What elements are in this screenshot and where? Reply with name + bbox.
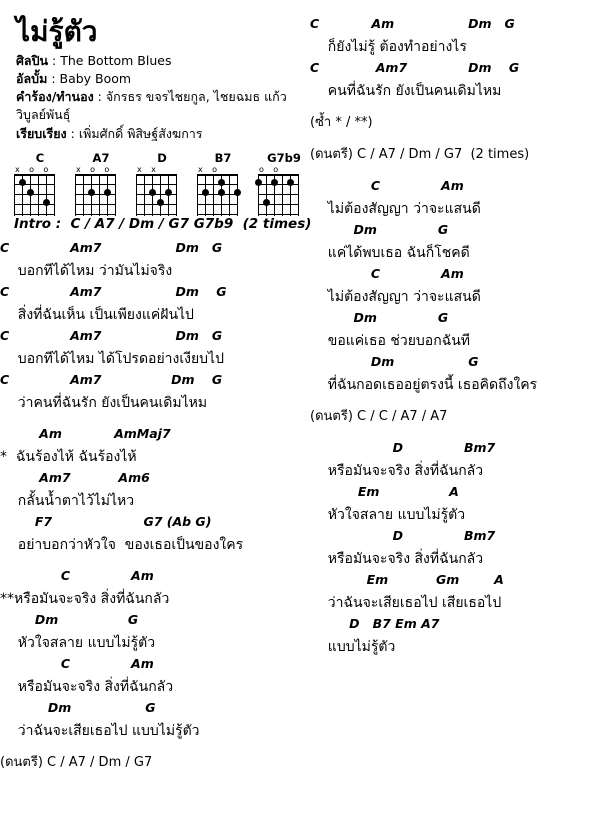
chord-line: C Am7 Dm G (0, 327, 223, 343)
chord-diagram-name: B7 (214, 150, 232, 165)
chord-diagram-grid (136, 174, 186, 216)
meta-album-label: อัลบั้ม (16, 71, 48, 87)
meta-arranger-value: เพิ่มศักดิ์ พิสิษฐ์สังฆการ (78, 125, 203, 141)
lyric-row (310, 508, 609, 530)
chord-diagram-name: C (35, 150, 45, 165)
lyric-row (310, 464, 609, 486)
chord-diagram-d (136, 151, 188, 216)
meta-lyrics-melody-value: จักรธร ขจรไชยกูล, ไชยฉมธ แก้ววิบูลย์พันธุ์ (16, 89, 287, 123)
chord-diagram-grid (14, 174, 64, 216)
lyric-row (310, 84, 609, 106)
lyric-row (310, 290, 609, 312)
chord-diagram-open-strings: o o (259, 164, 282, 174)
lyric-line: ว่าฉันจะเสียเธอไป เสียเธอไป (310, 595, 502, 611)
chord-row (0, 567, 310, 592)
meta-arranger-sep: : (66, 125, 79, 141)
chord-diagram-grid (75, 174, 125, 216)
meta-lyrics-melody (16, 88, 310, 124)
lyric-row (0, 450, 310, 472)
section-marker: (ดนตรี) C / A7 / Dm / G7 (0, 754, 153, 770)
chord-line: Dm G (310, 310, 449, 325)
chord-row (310, 442, 609, 464)
meta-artist (16, 52, 310, 70)
chord-line: Am7 Am6 (0, 469, 150, 485)
chord-line: Em A (310, 484, 459, 499)
lyric-row (0, 308, 310, 330)
song-metadata (16, 52, 310, 143)
lyric-line: หรือมันจะจริง สิ่งที่ฉันกลัว (0, 678, 174, 695)
chord-line: Dm G (0, 699, 156, 715)
chord-line: D Bm7 (310, 528, 496, 543)
chord-row (310, 486, 609, 508)
chord-row (0, 469, 310, 494)
chord-row (0, 611, 310, 636)
lyric-line: ว่าคนที่ฉันรัก ยังเป็นคนเดิมไหม (0, 394, 208, 411)
chord-row (310, 574, 609, 596)
chord-row (310, 268, 609, 290)
lyric-line: หรือมันจะจริง สิ่งที่ฉันกลัว (310, 463, 484, 479)
section-marker: (ซ้ำ * / **) (310, 115, 373, 130)
chord-line: Am AmMaj7 (0, 425, 171, 441)
chord-diagram-c (14, 151, 66, 216)
section-marker-row (310, 148, 609, 170)
lyric-row (310, 246, 609, 268)
chord-line: Dm G (0, 611, 139, 627)
lyric-row (310, 202, 609, 224)
left-column (0, 0, 310, 778)
section-marker: (ดนตรี) C / A7 / Dm / G7 (2 times) (310, 147, 530, 162)
lyric-row (0, 264, 310, 286)
chord-row (0, 513, 310, 538)
left-lyrics-body (0, 239, 310, 778)
chord-line: F7 G7 (Ab G) (0, 513, 212, 529)
section-marker-row (310, 410, 609, 432)
intro-line: Intro : C / A7 / Dm / G7 G7b9 (2 times) (14, 215, 312, 232)
chord-row (310, 62, 609, 84)
meta-album-sep: : (47, 71, 60, 87)
lyric-row (0, 724, 310, 746)
lyric-row (310, 640, 609, 662)
right-column (310, 0, 609, 662)
meta-album-value: Baby Boom (59, 71, 132, 87)
chord-diagram-open-strings: x o (198, 164, 221, 174)
chord-diagram-row (14, 151, 310, 216)
section-marker-row (0, 756, 310, 778)
lyric-row (0, 680, 310, 702)
lyric-line: **หรือมันจะจริง สิ่งที่ฉันกลัว (0, 590, 170, 607)
chord-line: C Am (310, 266, 464, 281)
chord-row (310, 530, 609, 552)
chord-diagram-g7b9 (258, 151, 310, 216)
chord-row (0, 425, 310, 450)
lyric-line: ไม่ต้องสัญญา ว่าจะแสนดี (310, 201, 481, 217)
chord-row (310, 356, 609, 378)
lyric-row (0, 538, 310, 560)
lyric-line: ที่ฉันกอดเธออยู่ตรงนี้ เธอคิดถึงใคร (310, 377, 538, 393)
lyric-row (0, 592, 310, 614)
chord-line: Dm G (310, 354, 479, 369)
chord-row (0, 239, 310, 264)
lyric-line: บอกทีได้ไหม ได้โปรดอย่างเงียบไป (0, 350, 224, 367)
lyric-line: ขอแค่เธอ ช่วยบอกฉันที (310, 333, 471, 349)
lyric-row (310, 552, 609, 574)
lyric-line: บอกทีได้ไหม ว่ามันไม่จริง (0, 262, 173, 279)
chord-row (0, 371, 310, 396)
chord-diagram-b7 (197, 151, 249, 216)
chord-diagram-grid (197, 174, 247, 216)
lyric-line: กลั้นน้ำตาไว้ไม่ไหว (0, 492, 135, 509)
chord-line: C Am (0, 655, 154, 671)
chord-row (310, 618, 609, 640)
chord-row (310, 18, 609, 40)
chord-line: C Am Dm G (310, 16, 515, 31)
chord-line: C Am7 Dm G (310, 60, 520, 75)
meta-lyrics-melody-label: คำร้อง/ทำนอง (16, 89, 94, 105)
chord-diagram-a7 (75, 151, 127, 216)
right-lyrics-body (310, 18, 609, 662)
chord-diagram-grid (258, 174, 308, 216)
chord-diagram-open-strings: x o o (15, 164, 52, 174)
chord-line: C Am7 Dm G (0, 239, 223, 255)
chord-diagram-name: A7 (92, 150, 110, 165)
chord-row (0, 655, 310, 680)
lyric-row (310, 334, 609, 356)
chord-diagram-open-strings: x x (137, 164, 160, 174)
chord-diagram-open-strings: x o o (76, 164, 113, 174)
chord-line: D B7 Em A7 (310, 616, 440, 631)
lyric-row (310, 40, 609, 62)
chord-line: Em Gm A (310, 572, 504, 587)
lyric-line: แค่ได้พบเธอ ฉันก็โชคดี (310, 245, 470, 261)
lyric-line: แบบไม่รู้ตัว (310, 639, 396, 655)
lyric-row (310, 596, 609, 618)
page-title: ไม่รู้ตัว (16, 15, 98, 48)
lyric-row (0, 396, 310, 418)
chord-row (0, 327, 310, 352)
lyric-line: ก็ยังไม่รู้ ต้องทำอย่างไร (310, 39, 467, 55)
lyric-line: คนที่ฉันรัก ยังเป็นคนเดิมไหม (310, 83, 502, 99)
lyric-line: หัวใจสลาย แบบไม่รู้ตัว (0, 634, 156, 651)
lyric-row (0, 494, 310, 516)
lyric-row (0, 352, 310, 374)
lyric-row (0, 636, 310, 658)
chord-line: D Bm7 (310, 440, 496, 455)
meta-lyrics-melody-sep: : (93, 89, 106, 105)
chord-row (310, 180, 609, 202)
chord-line: C Am7 Dm G (0, 283, 227, 299)
meta-artist-value: The Bottom Blues (60, 53, 172, 68)
lyric-line: หรือมันจะจริง สิ่งที่ฉันกลัว (310, 551, 484, 567)
chord-diagram-name: D (157, 150, 167, 165)
meta-arranger (16, 125, 310, 143)
section-marker: (ดนตรี) C / C / A7 / A7 (310, 409, 448, 424)
chord-line: Dm G (310, 222, 449, 237)
lyric-line: สิ่งที่ฉันเห็น เป็นเพียงแค่ฝันไป (0, 306, 194, 323)
chord-line: C Am7 Dm G (0, 371, 223, 387)
lyric-row (310, 378, 609, 400)
meta-album (16, 70, 310, 88)
lyric-line: ไม่ต้องสัญญา ว่าจะแสนดี (310, 289, 481, 305)
chord-row (0, 699, 310, 724)
chord-row (310, 312, 609, 334)
chord-line: C Am (0, 567, 154, 583)
chord-line: C Am (310, 178, 464, 193)
chord-row (310, 224, 609, 246)
meta-arranger-label: เรียบเรียง (16, 125, 67, 141)
lyric-line: * ฉันร้องไห้ ฉันร้องไห้ (0, 448, 137, 465)
meta-artist-label: ศิลปิน (16, 53, 49, 68)
lyric-line: อย่าบอกว่าหัวใจ ของเธอเป็นของใคร (0, 536, 244, 553)
chord-diagram-name: G7b9 (267, 150, 301, 165)
chord-row (0, 283, 310, 308)
section-marker-row (310, 116, 609, 138)
meta-artist-sep: : (48, 53, 61, 68)
lyric-line: ว่าฉันจะเสียเธอไป แบบไม่รู้ตัว (0, 722, 200, 739)
lyric-line: หัวใจสลาย แบบไม่รู้ตัว (310, 507, 466, 523)
